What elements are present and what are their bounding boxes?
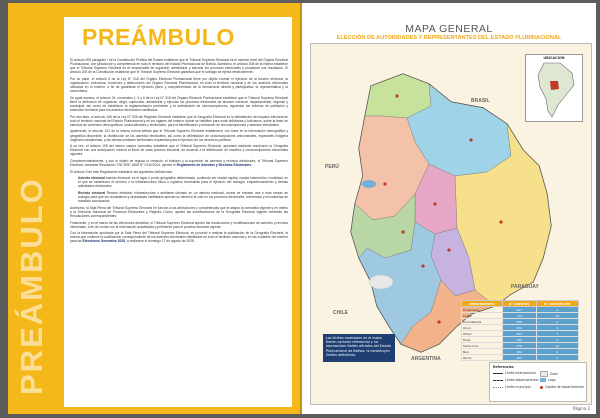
page-number: Página 2 xyxy=(572,406,590,411)
capital-marker xyxy=(433,202,436,205)
table-cell: Santa Cruz xyxy=(462,343,503,349)
international-boundary-icon xyxy=(493,373,503,374)
definition-text: Asiento electoral: es el lugar o punto geográfico determinado, pudiendo ser ciudad capital, ciudad intermedia o localidad, en el que se establecen el servicio o la infraestructura física o logística necesarias para el ejercicio del sufragio, empadronamiento y demás actividades electorales. xyxy=(78,176,288,189)
legend-item xyxy=(540,378,555,382)
preamble-body xyxy=(70,58,288,246)
legend-label: Lago xyxy=(548,378,556,382)
legend-item xyxy=(493,385,531,389)
definition-term: Asiento electoral xyxy=(78,176,105,181)
legend-label: Límite internacional xyxy=(505,371,536,375)
paragraph xyxy=(70,159,288,167)
bolivia-highlight xyxy=(550,81,559,90)
table-cell: 9 xyxy=(536,319,578,325)
table-header: N° ASIENTOS xyxy=(502,301,536,307)
table-cell: Potosí xyxy=(462,331,503,337)
capital-marker xyxy=(499,220,502,223)
capital-marker xyxy=(401,230,404,233)
paragraph-text: Complementariamente, y con el objeto de regular la creación, el traslado y la supresión de asientos y recintos electorales, el Tribunal Supremo Electoral, mediante Resolución TSE-RSP-ADM N° 0140/2024, aprobó el xyxy=(70,158,288,168)
south-america-outline xyxy=(526,55,582,121)
legend-item xyxy=(540,385,584,389)
table-cell: 247 xyxy=(502,307,536,313)
country-label-chile: CHILE xyxy=(333,310,348,316)
definition-term: Recinto electoral xyxy=(78,191,106,196)
table-cell: 470 xyxy=(502,343,536,349)
table-header: DEPARTAMENTO xyxy=(462,301,503,307)
table-cell: Beni xyxy=(462,349,503,355)
paragraph: Finalmente, y en el marco de las elecciones descritas, el Tribunal Supremo Electoral aprobó las resoluciones y modificaciones de asientos y recintos electorales, a fin de contar con la información actualizada y pertinente para el proceso electoral vigente. xyxy=(70,220,288,229)
table-cell: La Paz xyxy=(462,313,503,319)
paragraph: Igualmente, el artículo 102 de la misma norma señala que el Tribunal Supremo Electoral establecerá, con base en la información demográfica y geográfica disponible, la distribución de los asientos electorales, así como la delimitación de circunscripciones uninominales, especiales indígena originario campesinas, y las demás unidades territoriales requeridas para el ejercicio de los derechos políticos. xyxy=(70,129,288,142)
table-cell: 7 xyxy=(536,331,578,337)
table-cell: 4 xyxy=(536,337,578,343)
page-title: PREÁMBULO xyxy=(82,24,235,50)
location-inset-map xyxy=(525,54,583,122)
table-cell: Cochabamba xyxy=(462,319,503,325)
paragraph: El artículo 3 de este Reglamento establece las siguientes definiciones: xyxy=(70,169,173,174)
table-cell: 4 xyxy=(536,307,578,313)
capital-marker xyxy=(469,138,472,141)
inset-title: UBICACIÓN xyxy=(543,56,565,60)
paragraph: Asimismo, la Sala Plena del Tribunal Supremo Electoral en función a las atribuciones y competencias que le asigna la normativa vigente y en mérito a la Dirección Nacional de Procesos Electorales y Registro Cívico, aprobó las modificaciones de la Geografía Electoral vigente mediante las Resoluciones correspondientes. xyxy=(70,205,288,218)
table-cell: Pando xyxy=(462,355,503,361)
salt-flat-icon xyxy=(540,371,548,377)
country-label-paraguay: PARAGUAY xyxy=(511,284,539,290)
table-cell: Chuquisaca xyxy=(462,307,503,313)
disclaimer-note: Los límites mostrados en el mapa tienen carácter referencial y no representan límites oficiales del Estado Plurinacional de Bolivia, ni constituyen límites definitivos. xyxy=(323,334,395,362)
legend-item xyxy=(493,378,539,382)
capital-marker xyxy=(437,320,440,323)
paragraph-text: , a realizarse el domingo 17 de agosto de 2025. xyxy=(125,239,195,244)
table-cell: 4 xyxy=(536,325,578,331)
definition-text: Recinto electoral: infraestructura o ambiente ubicado en un asiento electoral, donde se instalan una o más mesas de sufragio para que los ciudadanos y ciudadanas habilitados ejerzan su derecho al voto en los procesos electorales, referendos y revocatorias de mandato convocados. xyxy=(78,191,288,204)
department-table xyxy=(461,300,579,361)
map-frame xyxy=(310,43,592,405)
election-name: Elecciones Generales 2025 xyxy=(82,239,125,244)
legend-title: Referencias xyxy=(493,365,514,369)
country-label-brasil: BRASIL xyxy=(471,98,490,104)
legend-label: Capital de departamento xyxy=(545,385,584,389)
capital-marker xyxy=(447,248,450,251)
capital-marker xyxy=(395,94,398,97)
lake-titicaca xyxy=(362,180,376,188)
continent-shape xyxy=(538,63,574,117)
table-cell: 14 xyxy=(536,313,578,319)
paragraph: A su vez, el artículo 108 del mismo cuerpo normativo establece que el Tribunal Supremo Electoral, aprobará mediante resolución la Geografía Electoral con una anticipación mínima al inicio de cada proceso electoral, de acuerdo a la distribución de escaños y circunscripciones electorales vigentes. xyxy=(70,144,288,157)
left-page xyxy=(8,3,302,414)
legend-item xyxy=(493,371,536,375)
table-cell: Oruro xyxy=(462,325,503,331)
definition xyxy=(78,176,288,188)
table-cell: 2 xyxy=(536,355,578,361)
table-cell: 102 xyxy=(502,355,536,361)
country-label-peru: PERÚ xyxy=(325,164,339,170)
document-spread xyxy=(8,3,596,414)
table-cell: 438 xyxy=(502,319,536,325)
legend-item xyxy=(540,371,558,377)
map-legend xyxy=(489,362,587,402)
paragraph: De igual manera, el artículo 24, numerales 1, 4 y 6 de la Ley N° 018 del Órgano Electoral Plurinacional establece que el Tribunal Supremo Electoral tiene la atribución de organizar, dirigir, supervisar, administrar y ejecutar los procesos electorales de alcance nacional, departamental, regional y municipal; así como de establecer la reglamentación pertinente y la delimitación de circunscripciones, siguiendo los criterios de población y extensión territorial para los asientos electorales habilitados. xyxy=(70,95,288,113)
capital-marker xyxy=(383,182,386,185)
paragraph: El artículo 208 parágrafo I de la Constitución Política del Estado establece que el Tribunal Supremo Electoral es el máximo nivel del Órgano Electoral Plurinacional, con jurisdicción y competencia en todo el territorio del Estado Plurinacional de Bolivia. Asimismo, el artículo 208 de la misma establece que el Tribunal Supremo Electoral es el responsable de organizar, administrar y ejecutar los procesos electorales y proclamar sus resultados. El artículo 205 de la Constitución establece que el Tribunal Supremo Electoral garantiza que el sufragio se ejerza efectivamente. xyxy=(70,58,288,75)
capital-icon xyxy=(540,386,543,389)
municipal-boundary-icon xyxy=(493,387,503,388)
table-cell: 232 xyxy=(502,325,536,331)
right-page xyxy=(302,3,596,414)
table-cell: 4 xyxy=(536,349,578,355)
vertical-section-word: PREÁMBULO xyxy=(14,177,49,395)
table-cell: Tarija xyxy=(462,337,503,343)
paragraph-text: Con la información aprobada por la Sala Plena del Tribunal Supremo Electoral, se procede a realizar la publicación de la Geografía Electoral, la misma que contiene la codificación correspondiente de los asientos electorales habilitados en todo el territorio nacional y en las ciudades del exterior para las xyxy=(70,231,288,244)
table-header: N° CIRCUNSCRIP. xyxy=(536,301,578,307)
paragraph xyxy=(70,231,288,243)
capital-marker xyxy=(421,264,424,267)
legend-label: Límite departamental xyxy=(505,378,539,382)
paragraph: Por otro lado, el artículo 106 de la Ley N° 026 del Régimen Electoral establece que la Geografía Electoral es la delimitación del espacio electoral en todo el territorio nacional del Estado Plurinacional y en los lugares del exterior donde se habiliten para votar bolivianas y bolivianos, sobre la base de estudios de contextos demográficos, socioculturales y territoriales, para la identificación y ubicación de circunscripciones y asientos electorales. xyxy=(70,114,288,127)
paragraph: Por su parte, el artículo 5 de la Ley N° 018 del Órgano Electoral Plurinacional tiene por objeto normar el ejercicio de la función electoral, la organización, estructura, funciones y atribuciones del Órgano Electoral Plurinacional, en todo el territorio nacional y en los asientos electorales ubicados en el exterior, a fin de garantizar el ejercicio pleno y complementario de la democracia directa y participativa, la representativa y la comunitaria. xyxy=(70,76,288,94)
department-boundary-icon xyxy=(493,380,503,381)
table-cell: 186 xyxy=(502,337,536,343)
table-cell: 394 xyxy=(502,331,536,337)
lake-icon xyxy=(540,378,546,382)
regulation-name: Reglamento de Asientos y Recintos Electorales. xyxy=(176,163,253,168)
map-title: MAPA GENERAL xyxy=(405,23,493,35)
legend-label: Límite municipal xyxy=(505,385,531,389)
map-subtitle: ELECCIÓN DE AUTORIDADES Y REPRESENTANTES DEL ESTADO PLURINACIONAL xyxy=(336,35,562,41)
table-row xyxy=(462,355,579,361)
salar-uyuni xyxy=(369,275,393,289)
table-cell: 712 xyxy=(502,313,536,319)
definition xyxy=(78,191,288,203)
country-label-argentina: ARGENTINA xyxy=(411,356,441,362)
table-cell: 12 xyxy=(536,343,578,349)
table-cell: 182 xyxy=(502,349,536,355)
legend-label: Salar xyxy=(550,372,558,376)
